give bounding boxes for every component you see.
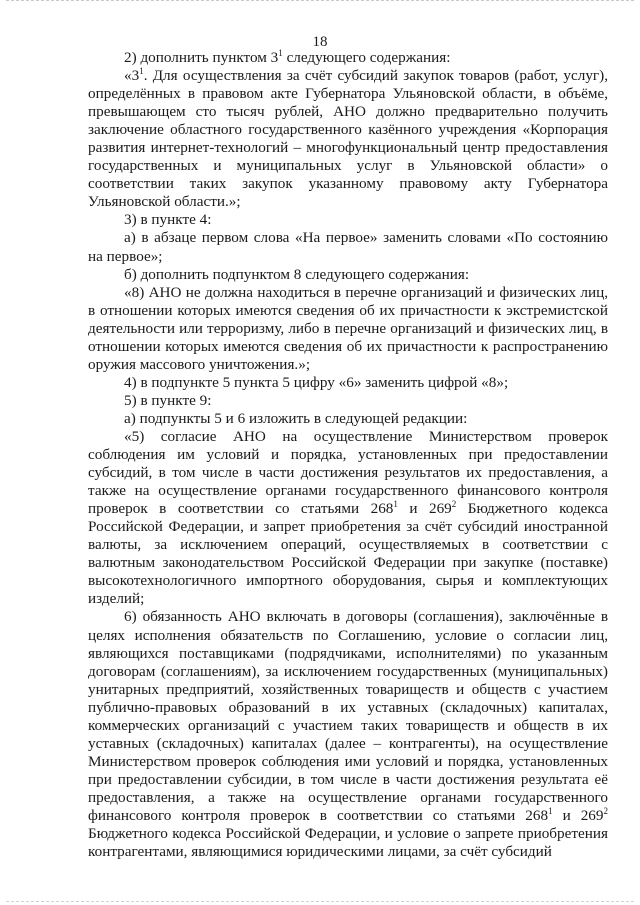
superscript-index: 1 (139, 65, 144, 76)
paragraph-text: следующего содержания: (282, 49, 451, 66)
paragraph-text: Бюджетного кодекса Российской Федерации, и запрет приобретения за счёт субсидий иностранной валюты, за исключением операций, осуществляемых в соответствии с валютным законодательством Российской Федерации при закупке (поставке) высокотехнологичного импортного оборудования, сырья и комплектующих изделий; (88, 500, 608, 608)
paragraph-text: а) в абзаце первом слова «На первое» заменить словами «По состоянию на первое»; (88, 229, 608, 265)
paragraph-subitem-a (88, 229, 608, 265)
paragraph-text: и 269 (397, 500, 452, 518)
paragraph-text: Бюджетного кодекса Российской Федерации, и условие о запрете приобретения контрагентами, являющимися юридическими лицами, за счёт субсидий (88, 825, 608, 861)
paragraph-item-2 (88, 49, 608, 67)
superscript-index: 2 (451, 499, 457, 510)
paragraph-text: 5) в пункте 9: (124, 391, 212, 409)
paragraph-clause-8 (88, 284, 608, 374)
paragraph-text: и 269 (552, 806, 604, 824)
paragraph-clause-5 (88, 428, 608, 608)
paragraph-clause-6 (88, 608, 608, 861)
paragraph-subitem-b (88, 266, 608, 284)
paragraph-text: «5) согласие АНО на осуществление Министерством проверок соблюдения им условий и порядка, установленных при предоставлении субсидий, в том числе в части достижения результатов их предоставления, а также на осуществление органами государственного финансового контроля проверок в соответствии со статьями 268 (88, 427, 608, 518)
paragraph-item-5 (88, 392, 608, 410)
superscript-index: 2 (603, 805, 608, 816)
paragraph-text: б) дополнить подпунктом 8 следующего содержания: (124, 265, 470, 283)
paragraph-text: 4) в подпункте 5 пункта 5 цифру «6» заменить цифрой «8»; (124, 373, 509, 391)
paragraph-text: 3) в пункте 4: (124, 211, 212, 229)
paragraph-subitem-a-9 (88, 410, 608, 428)
paragraph-item-4 (88, 374, 608, 392)
document-body (88, 49, 608, 861)
superscript-index: 1 (278, 47, 283, 58)
paragraph-text: «8) АНО не должна находиться в перечне организаций и физических лиц, в отношении которых имеются сведения об их причастности к экстремистской деятельности или терроризму, либо в перечне организаций и физических лиц, в отношении которых имеются сведения об их причастности к распространению оружия массового уничтожения.»; (88, 283, 608, 373)
paragraph-text: 2) дополнить пунктом 3 (124, 49, 279, 66)
paragraph-text: . Для осуществления за счёт субсидий закупок товаров (работ, услуг), определённых в правовом акте Губернатора Ульяновской области, в объёме, превышающем сто тысяч рублей, АНО должно предварительно получить заключение областного государственного казённого учреждения «Корпорация развития интернет-технологий – многофункциональный центр предоставления государственных и муниципальных услуг в Ульяновской области» о соответствии таких закупок указанному правовому акту Губернатора Ульяновской области.»; (88, 67, 608, 211)
paragraph-text: а) подпункты 5 и 6 изложить в следующей редакции: (124, 409, 468, 427)
scan-top-edge (6, 0, 634, 1)
paragraph-text: «3 (124, 67, 140, 85)
paragraph-text: 6) обязанность АНО включать в договоры (соглашения), заключённые в целях исполнения обязательств по Соглашению, условие о согласии лиц, являющихся поставщиками (подрядчиками, исполнителями) по указанным договорам (соглашениям), за исключением государственных (муниципальных) унитарных предприятий, хозяйственных товариществ и обществ с участием публично-правовых образований в их уставных (складочных) капиталах, коммерческих организаций с участием таких товариществ и обществ в их уставных (складочных) капиталах (далее – контрагенты), на осуществление Министерством проверок соблюдения ими условий и порядка, установленных при предоставлении субсидии, в том числе в части достижения результата её предоставления, а также на осуществление органами государственного финансового контроля проверок в соответствии со статьями 268 (88, 608, 608, 824)
scan-bottom-edge (6, 901, 634, 902)
superscript-index: 1 (548, 805, 553, 816)
superscript-index: 1 (393, 499, 398, 510)
paragraph-clause-3-1 (88, 67, 608, 211)
page-number: 18 (312, 34, 328, 50)
paragraph-item-3 (88, 211, 608, 229)
